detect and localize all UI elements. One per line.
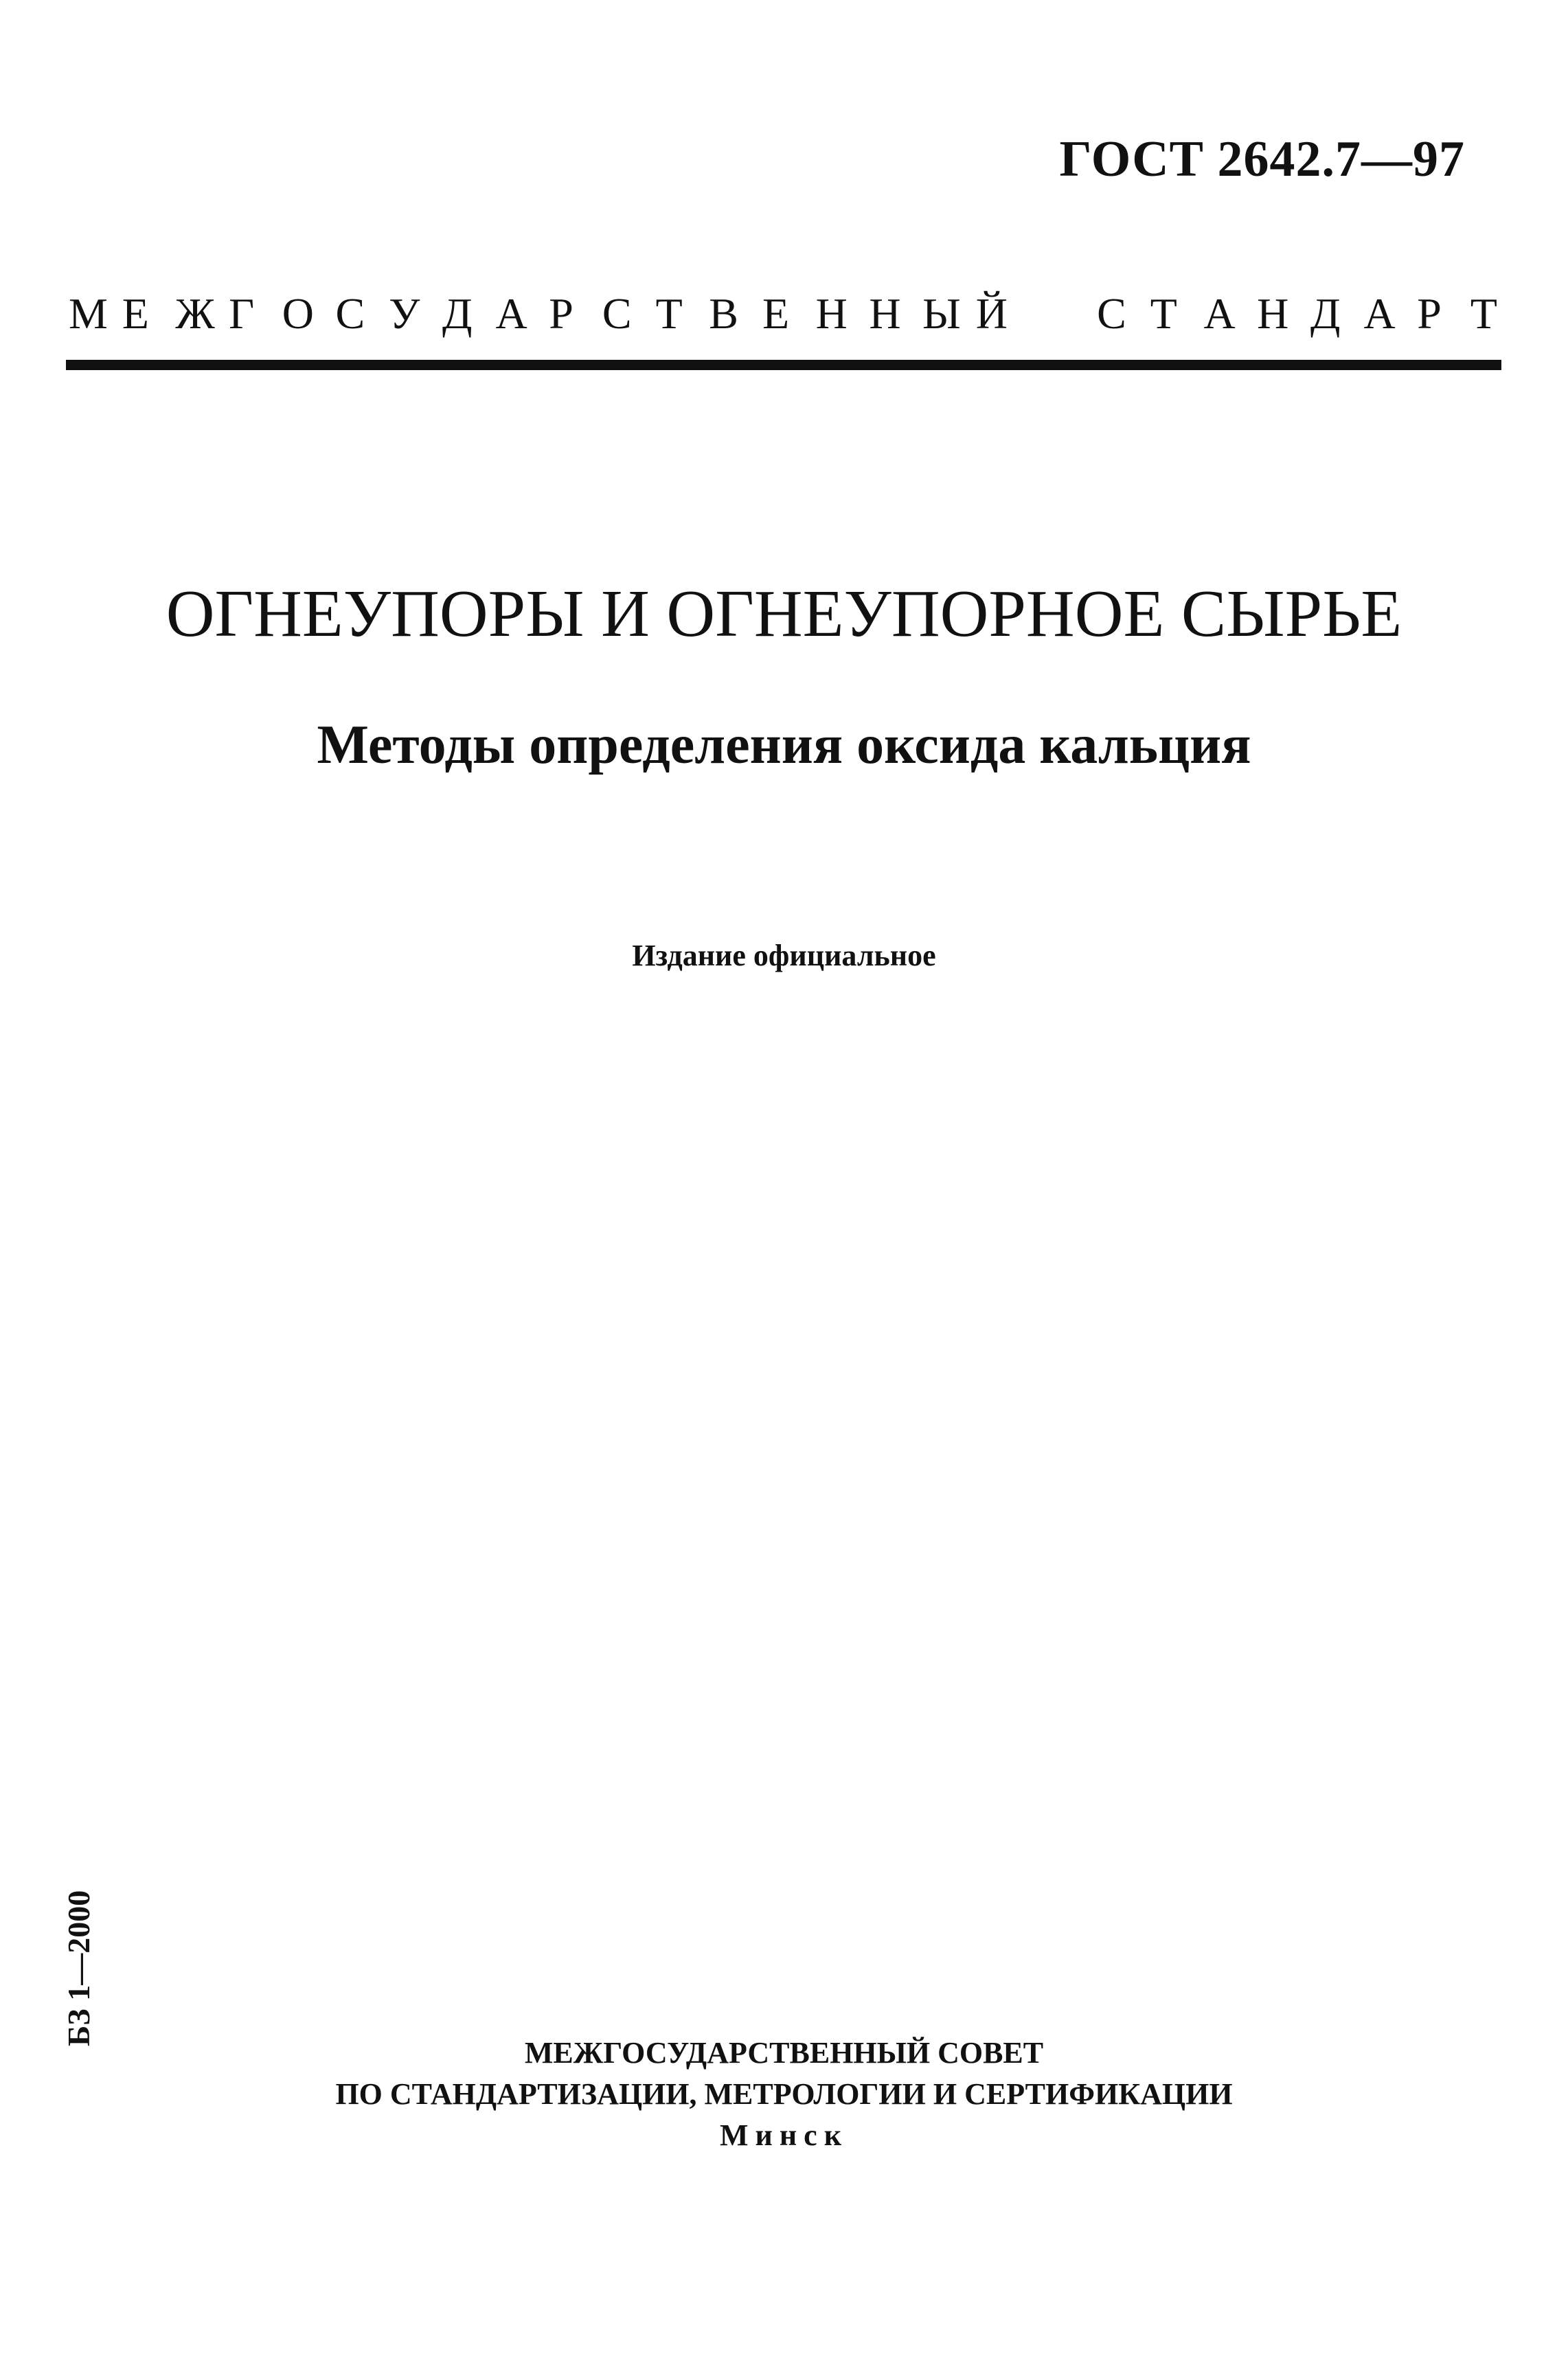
standard-type-letter: Ы	[922, 289, 961, 338]
standard-type-letter: Ж	[175, 289, 215, 338]
side-registration-code: БЗ 1—2000	[61, 1890, 96, 2046]
standard-type-letter: Н	[1257, 289, 1289, 338]
standard-type-letter: О	[282, 289, 314, 338]
standard-type-letter: Д	[442, 289, 473, 338]
publisher-line-2: ПО СТАНДАРТИЗАЦИИ, МЕТРОЛОГИИ И СЕРТИФИКАЦИИ	[335, 2077, 1233, 2111]
document-title: ОГНЕУПОРЫ И ОГНЕУПОРНОЕ СЫРЬЕ	[166, 577, 1402, 651]
document-number: ГОСТ 2642.7—97	[1059, 131, 1465, 187]
standard-type-letter: Е	[122, 289, 149, 338]
standard-type-letter: Й	[975, 289, 1008, 338]
standard-type-letter: Н	[869, 289, 901, 338]
standard-type-letter: Д	[1310, 289, 1341, 338]
standard-type-letter: С	[602, 289, 632, 338]
standard-type-word-1	[69, 288, 1008, 339]
document-subtitle: Методы определения оксида кальция	[317, 715, 1251, 775]
standard-type-line	[69, 288, 1497, 339]
standard-type-letter: Т	[655, 289, 683, 338]
standard-type-letter: М	[69, 289, 108, 338]
standard-type-letter: С	[1097, 289, 1126, 338]
standard-type-letter: С	[335, 289, 365, 338]
standard-type-letter: А	[1363, 289, 1396, 338]
standard-type-letter: У	[389, 289, 420, 338]
standard-type-word-2	[1097, 288, 1497, 339]
standard-type-letter: В	[709, 289, 738, 338]
heading-rule	[66, 360, 1501, 370]
standard-type-letter: Н	[815, 289, 848, 338]
standard-type-letter: Р	[549, 289, 573, 338]
publisher-block	[0, 2033, 1568, 2156]
standard-type-letter: Е	[762, 289, 790, 338]
edition-note: Издание официальное	[632, 939, 936, 972]
standard-type-letter: Т	[1470, 289, 1497, 338]
standard-type-letter: Р	[1417, 289, 1442, 338]
standard-type-letter: Г	[229, 289, 255, 338]
standard-type-letter: Т	[1150, 289, 1177, 338]
standard-type-letter: А	[495, 289, 527, 338]
publisher-line-1: МЕЖГОСУДАРСТВЕННЫЙ СОВЕТ	[524, 2036, 1044, 2070]
publisher-city: Минск	[719, 2118, 849, 2152]
standard-type-letter: А	[1203, 289, 1236, 338]
